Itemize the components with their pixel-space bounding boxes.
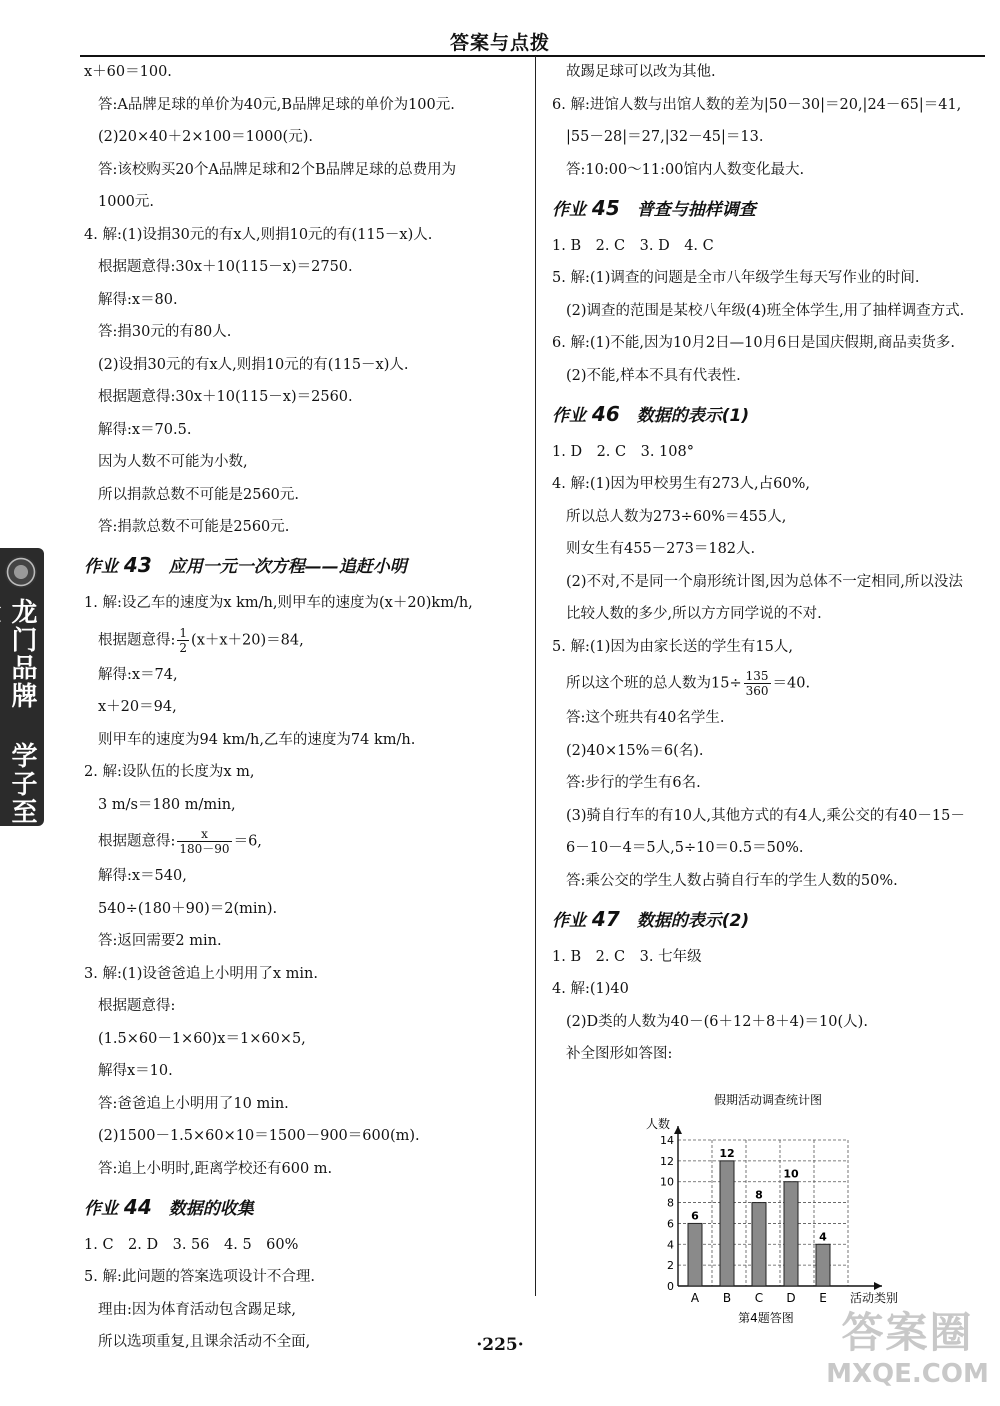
- section-heading: [552, 196, 992, 222]
- text-line: 3. 解:(1)设爸爸追上小明用了x min.: [84, 965, 318, 982]
- text-line: (2)1500－1.5×60×10＝1500－900＝600(m).: [98, 1128, 420, 1144]
- text-line: 1. 解:设乙车的速度为x km/h,则甲车的速度为(x＋20)km/h,: [84, 595, 473, 611]
- text-line: 答:爸爸追上小明用了10 min.: [98, 1095, 289, 1112]
- section-heading: [84, 553, 524, 579]
- text-line: 答:这个班共有40名学生.: [566, 710, 725, 726]
- text-line: 4. 解:(1)因为甲校男生有273人,占60%,: [552, 476, 810, 492]
- column-divider: [535, 56, 536, 1296]
- x-tick-label: E: [819, 1291, 827, 1305]
- chart-bar: [688, 1223, 702, 1286]
- bar-chart-svg: [640, 1092, 920, 1342]
- text-line: 5. 解:(1)因为由家长送的学生有15人,: [552, 638, 793, 655]
- text-line: 所以捐款总数不可能是2560元.: [98, 486, 300, 503]
- page-number: ·225·: [476, 1335, 524, 1355]
- text-line: 比较人数的多少,所以方方同学说的不对.: [566, 606, 822, 622]
- chart-xlabel: 活动类别: [850, 1291, 899, 1305]
- text-line: 解得:x＝540,: [98, 868, 187, 884]
- text-line: 1. B 2. C 3. 七年级: [552, 948, 702, 965]
- fraction-denominator: 360: [745, 684, 769, 698]
- text-line: 6－10－4＝5人,5÷10＝0.5＝50%.: [566, 840, 804, 856]
- fraction-denominator: 2: [179, 640, 188, 655]
- text-line: 则甲车的速度为94 km/h,乙车的速度为74 km/h.: [98, 731, 416, 748]
- text-line: 4. 解:(1)40: [552, 981, 629, 997]
- text-line: 答:10:00～11:00馆内人数变化最大.: [566, 161, 805, 178]
- section-heading-title: 普查与抽样调查: [619, 199, 756, 220]
- text-line: 3 m/s＝180 m/min,: [98, 796, 236, 813]
- section-heading-prefix: 作业: [552, 405, 592, 426]
- text-line: (3)骑自行车的有10人,其他方式的有4人,乘公交的有40－15－: [566, 807, 965, 824]
- text-line: 5. 解:(1)调查的问题是全市八年级学生每天写作业的时间.: [552, 270, 920, 286]
- text-line: 1. D 2. C 3. 108°: [552, 443, 694, 460]
- section-heading-prefix: 作业: [84, 1198, 124, 1219]
- bar-value-label: 6: [691, 1209, 699, 1223]
- x-axis-arrow-icon: [874, 1282, 882, 1290]
- text-line: 4. 解:(1)设捐30元的有x人,则捐10元的有(115－x)人.: [84, 226, 433, 243]
- text-line: 根据题意得:30x＋10(115－x)＝2750.: [98, 259, 353, 275]
- text-line: 所以总人数为273÷60%＝455人,: [566, 508, 787, 525]
- y-tick-label: 0: [667, 1280, 674, 1293]
- text-line: 答:乘公交的学生人数占骑自行车的学生人数的50%.: [566, 872, 898, 889]
- side-brand-tab: [0, 548, 44, 826]
- text-line: 2. 解:设队伍的长度为x m,: [84, 764, 255, 780]
- text-line: 解得:x＝74,: [98, 666, 178, 683]
- text-line: (2)D类的人数为40－(6＋12＋8＋4)＝10(人).: [566, 1013, 868, 1030]
- text-line: 根据题意得:: [98, 998, 176, 1014]
- bar-value-label: 8: [755, 1188, 763, 1202]
- chart-ylabel: 人数: [646, 1117, 671, 1131]
- text-line: 补全图形如答图:: [566, 1046, 673, 1062]
- section-heading-title: 数据的收集: [151, 1198, 254, 1219]
- y-tick-label: 6: [667, 1217, 674, 1231]
- text-line: 1000元.: [98, 194, 155, 210]
- text-line: 根据题意得:30x＋10(115－x)＝2560.: [98, 389, 353, 405]
- fraction-prefix: 根据题意得:: [98, 632, 176, 648]
- fraction-suffix: (x＋x＋20)＝84,: [191, 632, 304, 648]
- fraction-numerator: x: [177, 827, 231, 842]
- section-heading-title: 应用一元一次方程——追赶小明: [151, 557, 407, 577]
- section-heading-title: 数据的表示(2): [619, 910, 750, 931]
- chart-caption: 第4题答图: [738, 1311, 794, 1325]
- fraction-denominator: 180－90: [179, 842, 230, 856]
- text-line-fraction: [84, 827, 524, 856]
- fraction: [744, 669, 771, 698]
- text-line: x＋20＝94,: [98, 699, 177, 715]
- text-line: (2)调查的范围是某校八年级(4)班全体学生,用了抽样调查方式.: [566, 302, 965, 319]
- text-line: 答:捐款总数不可能是2560元.: [98, 519, 290, 535]
- text-line: 6. 解:(1)不能,因为10月2日—10月6日是国庆假期,商品卖货多.: [552, 335, 956, 351]
- header-rule: [80, 55, 985, 57]
- section-number: 44: [123, 1194, 152, 1219]
- fraction-prefix: 根据题意得:: [98, 833, 176, 850]
- text-line-fraction: [84, 626, 524, 655]
- watermark-top: 答案圈: [841, 1308, 974, 1357]
- x-tick-label: C: [754, 1291, 764, 1305]
- section-number: 45: [591, 195, 620, 220]
- chart-bar: [720, 1161, 734, 1286]
- text-line: 所以选项重复,且课余活动不全面,: [98, 1334, 311, 1350]
- text-line: (1.5×60－1×60)x＝1×60×5,: [98, 1030, 306, 1047]
- section-heading: [552, 907, 992, 933]
- section-heading-title: 数据的表示(1): [619, 405, 750, 426]
- watermark-bottom: MXQE.COM: [826, 1359, 989, 1389]
- y-tick-label: 10: [660, 1175, 674, 1189]
- watermark: [815, 1308, 1000, 1406]
- brand-logo-icon: [5, 556, 37, 588]
- text-line: 1. B 2. C 3. D 4. C: [552, 237, 714, 254]
- chart-bar: [816, 1244, 830, 1286]
- text-line: (2)20×40＋2×100＝1000(元).: [98, 129, 313, 145]
- text-line: 因为人数不可能为小数,: [98, 454, 248, 470]
- y-tick-label: 4: [667, 1238, 674, 1252]
- y-tick-label: 8: [667, 1196, 674, 1210]
- fraction-numerator: 1: [179, 625, 188, 640]
- text-line: 理由:因为体育活动包含踢足球,: [98, 1301, 296, 1318]
- section-heading-prefix: 作业: [552, 199, 592, 220]
- text-line: 解得:x＝70.5.: [98, 421, 192, 438]
- chart-bar: [752, 1203, 766, 1286]
- fraction-numerator: 135: [745, 669, 769, 683]
- x-tick-label: B: [722, 1291, 732, 1305]
- section-heading-prefix: 作业: [84, 557, 124, 577]
- text-line: 解得:x＝80.: [98, 291, 178, 308]
- text-line: 则女生有455－273＝182人.: [566, 541, 756, 557]
- chart-bar: [784, 1182, 798, 1286]
- section-number: 47: [591, 906, 620, 931]
- section-number: 46: [591, 401, 620, 426]
- chart-title: 假期活动调查统计图: [713, 1093, 823, 1107]
- fraction-prefix: 所以这个班的总人数为15÷: [566, 675, 742, 692]
- section-heading: [84, 1195, 524, 1221]
- fraction-suffix: ＝6,: [233, 833, 262, 850]
- x-tick-label: D: [786, 1291, 796, 1305]
- fraction: [177, 827, 231, 856]
- fraction-suffix: ＝40.: [772, 675, 811, 692]
- fraction: [177, 626, 189, 655]
- text-line: 答:返回需要2 min.: [98, 933, 222, 949]
- text-line: 解得x＝10.: [98, 1063, 173, 1079]
- bar-chart: [640, 1092, 920, 1342]
- section-heading: [552, 402, 992, 428]
- bar-value-label: 12: [719, 1146, 735, 1160]
- y-tick-label: 12: [660, 1154, 674, 1168]
- text-line: 答:A品牌足球的单价为40元,B品牌足球的单价为100元.: [98, 96, 455, 113]
- text-line: 5. 解:此问题的答案选项设计不合理.: [84, 1269, 315, 1285]
- text-line: (2)不对,不是同一个扇形统计图,因为总体不一定相同,所以没法: [566, 573, 963, 590]
- y-tick-label: 2: [667, 1259, 674, 1273]
- text-line: (2)40×15%＝6(名).: [566, 742, 704, 759]
- text-line: 1. C 2. D 3. 56 4. 5 60%: [84, 1236, 299, 1253]
- text-line: (2)不能,样本不具有代表性.: [566, 367, 741, 384]
- right-column: [552, 62, 992, 1077]
- bar-value-label: 10: [783, 1167, 799, 1181]
- text-line: 答:追上小明时,距离学校还有600 m.: [98, 1160, 333, 1177]
- text-line: |55－28|＝27,|32－45|＝13.: [566, 129, 764, 145]
- bar-value-label: 4: [819, 1230, 827, 1244]
- side-brand-text: 龙门品牌 学子至: [7, 598, 37, 826]
- section-number: 43: [123, 553, 152, 577]
- x-tick-label: A: [690, 1291, 700, 1305]
- text-line: 6. 解:进馆人数与出馆人数的差为|50－30|＝20,|24－65|＝41,: [552, 96, 962, 113]
- text-line: (2)设捐30元的有x人,则捐10元的有(115－x)人.: [98, 356, 409, 373]
- text-line: 答:该校购买20个A品牌足球和2个B品牌足球的总费用为: [98, 161, 457, 178]
- section-heading-prefix: 作业: [552, 910, 592, 931]
- text-line: x＋60＝100.: [84, 64, 172, 80]
- left-column: [84, 62, 524, 1365]
- text-line: 故踢足球可以改为其他.: [566, 64, 716, 80]
- text-line-fraction: [552, 669, 992, 698]
- page-header-title: 答案与点拨: [449, 32, 550, 54]
- text-line: 答:步行的学生有6名.: [566, 775, 701, 791]
- y-tick-label: 14: [660, 1134, 674, 1147]
- text-line: 540÷(180＋90)＝2(min).: [98, 900, 278, 917]
- text-line: 答:捐30元的有80人.: [98, 324, 232, 340]
- y-axis-arrow-icon: [674, 1126, 682, 1134]
